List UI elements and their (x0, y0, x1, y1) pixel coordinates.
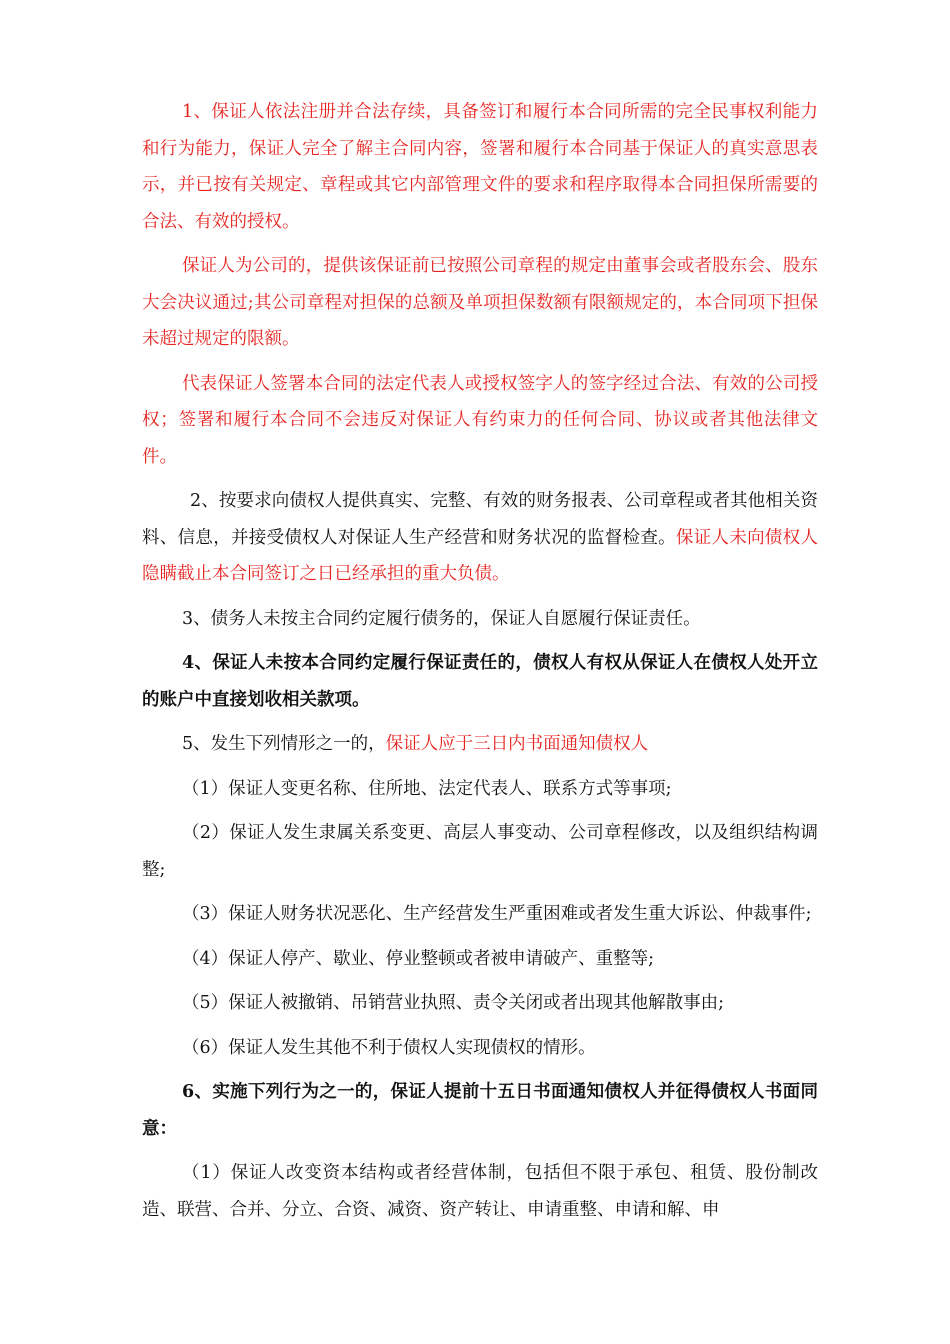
clause-5-paragraph (142, 726, 818, 763)
clause-5-text: 5、发生下列情形之一的， (182, 734, 386, 754)
clause-5-item-3: （3）保证人财务状况恶化、生产经营发生严重困难或者发生重大诉讼、仲裁事件; (182, 904, 812, 924)
clause-5-item-1: （1）保证人变更名称、住所地、法定代表人、联系方式等事项; (182, 778, 672, 799)
clause-4-paragraph: 4、保证人未按本合同约定履行保证责任的，债权人有权从保证人在债权人处开立的账户中直接划收相关款项。 (142, 653, 818, 710)
clause-1-paragraph: 1、保证人依法注册并合法存续，具备签订和履行本合同所需的完全民事权利能力和行为能力，保证人完全了解主合同内容，签署和履行本合同基于保证人的真实意思表示，并已按有关规定、章程或其它内部管理文件的要求和程序取得本合同担保所需要的合法、有效的授权。 (142, 102, 818, 232)
clause-5-red-text: 保证人应于三日内书面通知债权人 (385, 734, 649, 754)
document-body (142, 94, 818, 1236)
clause-5-item-6: （6）保证人发生其他不利于债权人实现债权的情形。 (182, 1037, 596, 1058)
clause-6-item-1: （1）保证人改变资本结构或者经营体制，包括但不限于承包、租赁、股份制改造、联营、合并、分立、合资、减资、资产转让、申请重整、申请和解、申 (142, 1163, 818, 1220)
clause-2-text: 2、按要求向债权人提供真实、完整、有效的财务报表、公司章程或者其他相关资料、信息，并接受债权人对保证人生产经营和财务状况的监督检查。 (142, 491, 818, 548)
clause-1-signatory-paragraph: 代表保证人签署本合同的法定代表人或授权签字人的签字经过合法、有效的公司授权；签署和履行本合同不会违反对保证人有约束力的任何合同、协议或者其他法律文件。 (142, 373, 818, 467)
clause-5-item-2: （2）保证人发生隶属关系变更、高层人事变动、公司章程修改，以及组织结构调整; (142, 823, 818, 880)
clause-3-paragraph: 3、债务人未按主合同约定履行债务的，保证人自愿履行保证责任。 (182, 608, 701, 629)
clause-6-paragraph: 6、实施下列行为之一的，保证人提前十五日书面通知债权人并征得债权人书面同意： (142, 1082, 818, 1139)
clause-2-paragraph (142, 483, 818, 593)
clause-5-item-5: （5）保证人被撤销、吊销营业执照、责令关闭或者出现其他解散事由; (182, 993, 725, 1013)
clause-1-company-paragraph: 保证人为公司的，提供该保证前已按照公司章程的规定由董事会或者股东会、股东大会决议通过;其公司章程对担保的总额及单项担保数额有限额规定的，本合同项下担保未超过规定的限额。 (142, 256, 818, 349)
clause-2-red-text: 保证人未向债权人隐瞒截止本合同签订之日已经承担的重大负债。 (142, 527, 819, 584)
clause-5-item-4: （4）保证人停产、歇业、停业整顿或者被申请破产、重整等; (182, 948, 655, 969)
